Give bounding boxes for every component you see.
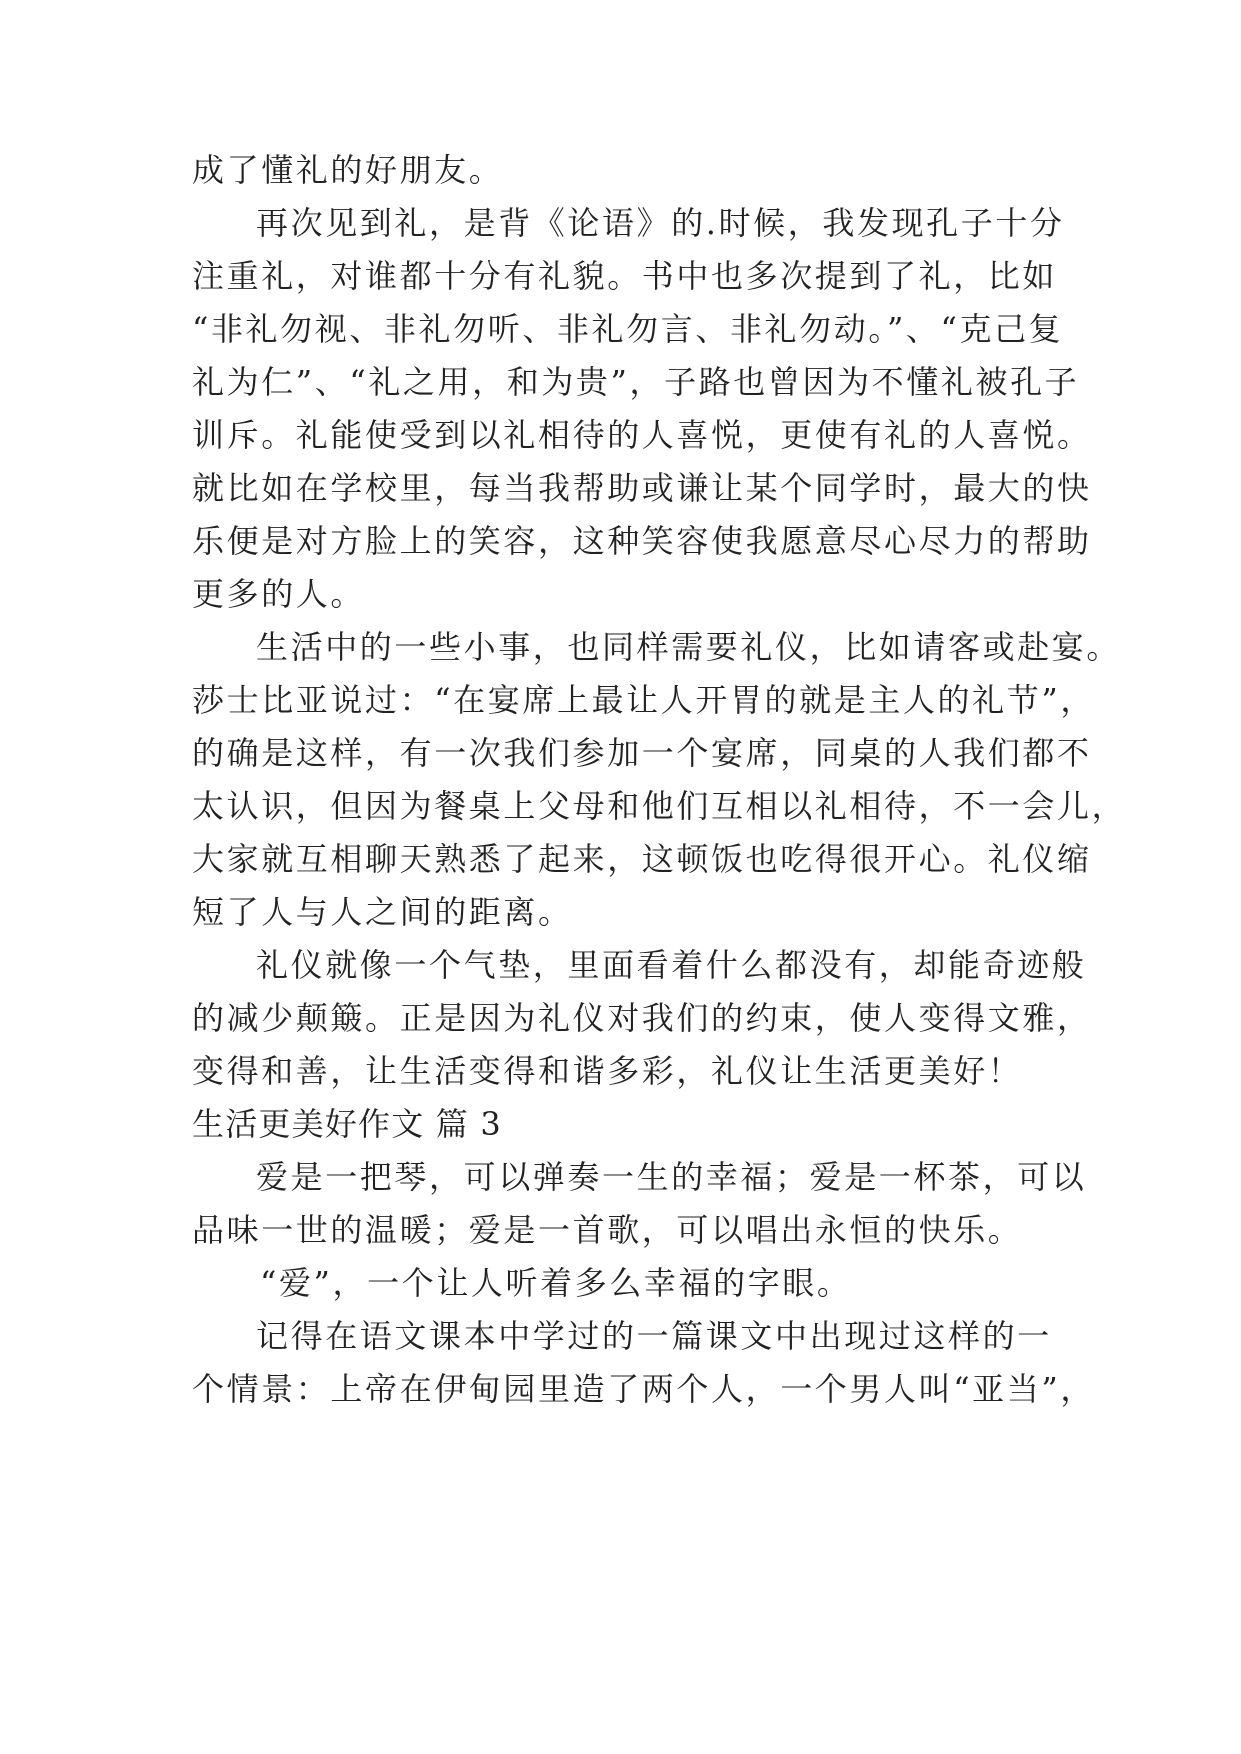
text-line: 礼仪就像一个气垫，里面看着什么都没有，却能奇迹般 — [256, 946, 1087, 984]
text-line: “非礼勿视、非礼勿听、非礼勿言、非礼勿动。”、“克己复 — [192, 310, 1064, 348]
text-line: 成了懂礼的好朋友。 — [192, 151, 504, 189]
text-line: 注重礼，对谁都十分有礼貌。书中也多次提到了礼，比如 — [192, 257, 1058, 295]
text-line: 的减少颠簸。正是因为礼仪对我们的约束，使人变得文雅， — [192, 999, 1092, 1037]
text-line: “爱”，一个让人听着多么幸福的字眼。 — [260, 1264, 852, 1302]
text-line: 品味一世的温暖；爱是一首歌，可以唱出永恒的快乐。 — [192, 1211, 1023, 1249]
text-line: 记得在语文课本中学过的一篇课文中出现过这样的一 — [256, 1317, 1052, 1355]
text-line: 再次见到礼，是背《论语》的.时候，我发现孔子十分 — [256, 204, 1065, 242]
text-line: 的确是这样，有一次我们参加一个宴席，同桌的人我们都不 — [192, 734, 1092, 772]
text-line: 变得和善，让生活变得和谐多彩，礼仪让生活更美好！ — [192, 1052, 1023, 1090]
text-line: 更多的人。 — [192, 575, 366, 613]
text-line: 爱是一把琴，可以弹奏一生的幸福；爱是一杯茶，可以 — [256, 1158, 1087, 1196]
text-line: 大家就互相聊天熟悉了起来，这顿饭也吃得很开心。礼仪缩 — [192, 840, 1092, 878]
text-line: 生活中的一些小事，也同样需要礼仪，比如请客或赴宴。 — [256, 628, 1122, 666]
text-line: 太认识，但因为餐桌上父母和他们互相以礼相待，不一会儿， — [192, 787, 1127, 825]
text-line: 短了人与人之间的距离。 — [192, 893, 573, 931]
text-line: 训斥。礼能使受到以礼相待的人喜悦，更使有礼的人喜悦。 — [192, 416, 1092, 454]
text-line: 乐便是对方脸上的笑容，这种笑容使我愿意尽心尽力的帮助 — [192, 522, 1092, 560]
text-line: 礼为仁”、“礼之用，和为贵”，子路也曾因为不懂礼被孔子 — [192, 363, 1080, 401]
text-line: 莎士比亚说过：“在宴席上最让人开胃的就是主人的礼节”， — [192, 681, 1095, 719]
section-heading: 生活更美好作文 篇 3 — [192, 1105, 502, 1143]
text-line: 就比如在学校里，每当我帮助或谦让某个同学时，最大的快 — [192, 469, 1092, 507]
text-line: 个情景：上帝在伊甸园里造了两个人，一个男人叫“亚当”， — [192, 1370, 1095, 1408]
